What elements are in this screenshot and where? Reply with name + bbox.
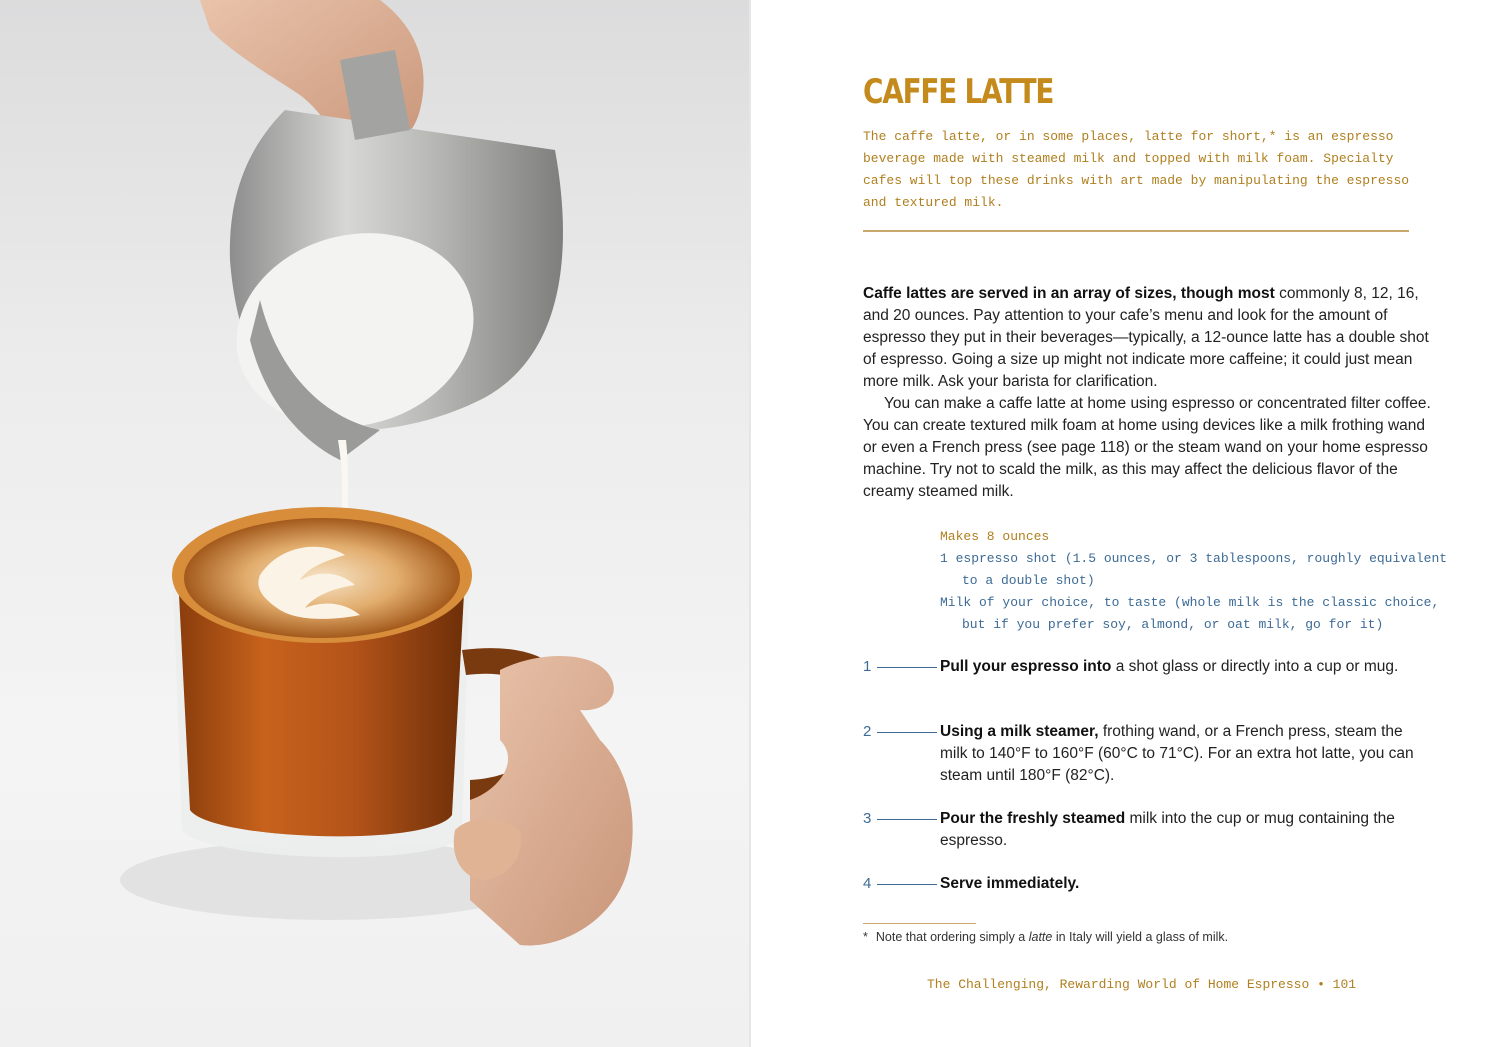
body-lead-in: Caffe lattes are served in an array of sizes, though most <box>863 285 1275 302</box>
body-paragraph-1 <box>863 283 1433 393</box>
footnote-italic-term: latte <box>1028 930 1053 944</box>
step-text <box>940 721 1422 787</box>
recipe-step-3 <box>863 808 1433 852</box>
step-leader-line <box>877 819 937 820</box>
intro-paragraph: The caffe latte, or in some places, latte for short,* is an espresso beverage made with steamed milk and topped with milk foam. Specialty cafes will top these drinks with art made by manipulating the espresso and textured milk. <box>863 129 1410 210</box>
latte-art-photo <box>0 0 749 1047</box>
section-divider <box>863 230 1409 232</box>
step-lead: Pull your espresso into <box>940 658 1112 675</box>
page-gutter <box>749 0 751 1047</box>
step-number: 1 <box>863 658 872 675</box>
recipe-step-1 <box>863 656 1433 678</box>
footnote-marker: * <box>863 930 868 944</box>
body-paragraph-2: You can make a caffe latte at home using espresso or concentrated filter coffee. You can create textured milk foam at home using devices like a milk frothing wand or even a French press (see page 118) or the steam wand on your home espresso machine. Try not to scald the milk, as this may affect the delicious flavor of the creamy steamed milk. <box>863 395 1431 500</box>
step-number: 2 <box>863 723 872 740</box>
step-number: 3 <box>863 810 872 827</box>
running-footer: The Challenging, Rewarding World of Home Espresso • 101 <box>927 977 1357 992</box>
page-title: CAFFE LATTE <box>863 72 1054 112</box>
step-number: 4 <box>863 875 872 892</box>
step-lead: Serve immediately. <box>940 875 1080 892</box>
recipe-yield: Makes 8 ounces <box>940 529 1050 544</box>
step-leader-line <box>877 884 937 885</box>
footnote-text-end: in Italy will yield a glass of milk. <box>1052 930 1229 944</box>
step-rest: a shot glass or directly into a cup or mug. <box>1111 658 1399 675</box>
latte-pour-illustration <box>0 0 749 1047</box>
step-text <box>940 873 1422 895</box>
body-paragraph-1-rest: commonly 8, 12, 16, and 20 ounces. Pay attention to your cafe’s menu and look for the amount of espresso they put in their beverages—typically, a 12-ounce latte has a double shot of espresso. Going a size up might not indicate more caffeine; it could just mean more milk. Ask your barista for clarification. <box>863 285 1429 390</box>
footnote-text-start: Note that ordering simply a <box>875 930 1029 944</box>
ingredient-list <box>940 526 1460 636</box>
footnote <box>863 928 1228 946</box>
step-leader-line <box>877 732 937 733</box>
step-text <box>940 656 1422 678</box>
step-lead: Using a milk steamer, <box>940 723 1099 740</box>
footnote-rule <box>863 923 976 924</box>
ingredient-item: Milk of your choice, to taste (whole milk is the classic choice, but if you prefer soy, almond, or oat milk, go for it) <box>940 595 1440 632</box>
step-rest: milk into the cup or mug containing the espresso. <box>940 810 1395 849</box>
recipe-step-2 <box>863 721 1433 787</box>
step-leader-line <box>877 667 937 668</box>
step-text <box>940 808 1422 852</box>
recipe-step-4 <box>863 873 1433 895</box>
step-rest: frothing wand, or a French press, steam the milk to 140°F to 160°F (60°C to 71°C). For an extra hot latte, you can steam until 180°F (82°C). <box>940 723 1414 784</box>
step-lead: Pour the freshly steamed <box>940 810 1126 827</box>
ingredient-item: 1 espresso shot (1.5 ounces, or 3 tablespoons, roughly equivalent to a double shot) <box>940 551 1448 588</box>
body-text <box>863 283 1433 503</box>
